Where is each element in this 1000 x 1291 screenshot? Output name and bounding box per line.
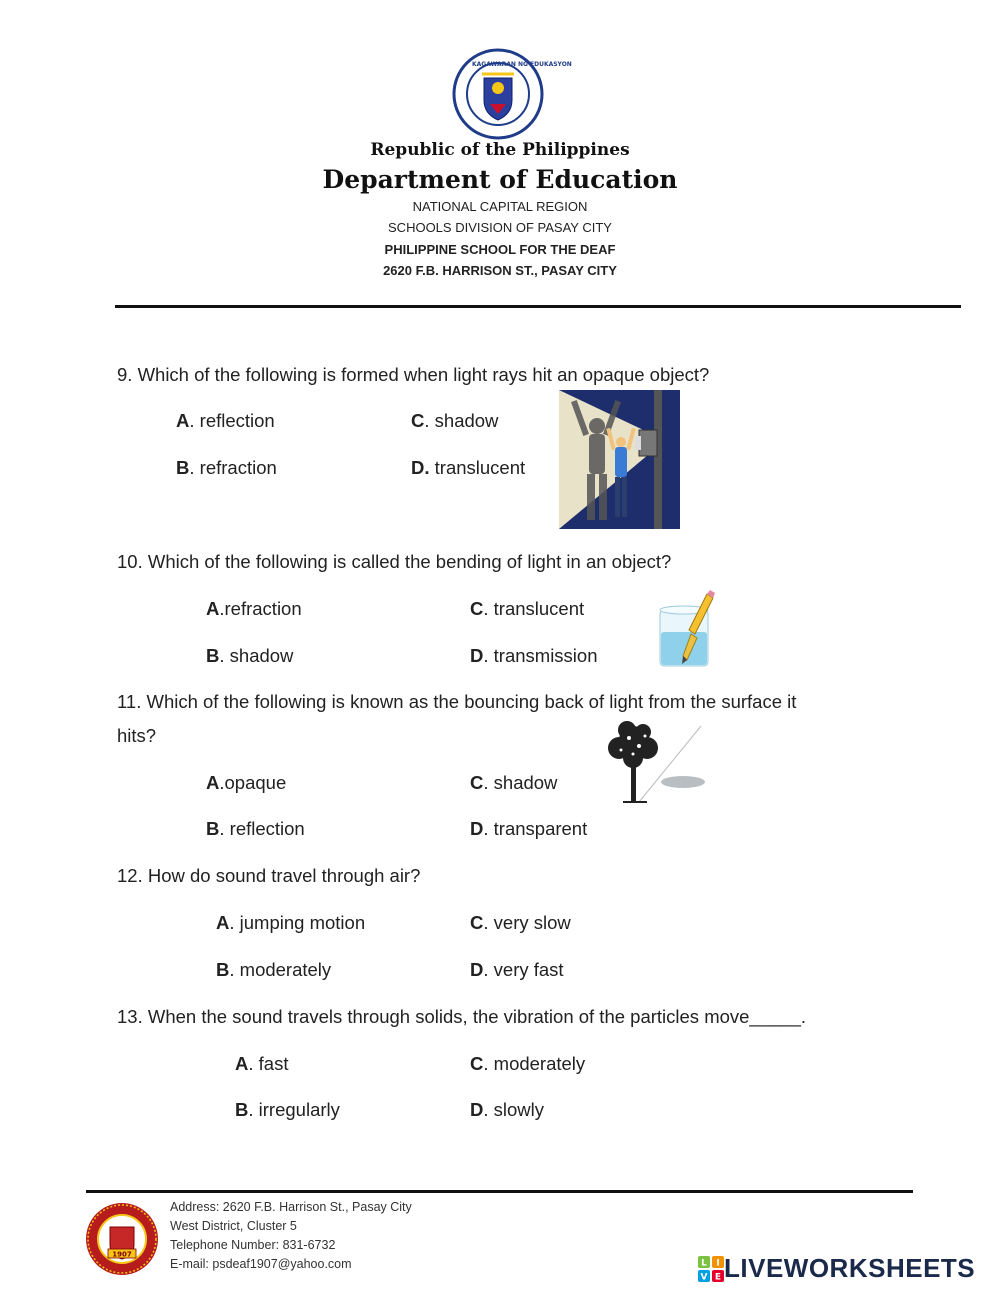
- q12-option-b[interactable]: B. moderately: [216, 959, 332, 980]
- liveworksheets-wordmark: LIVEWORKSHEETS: [724, 1253, 976, 1283]
- q9-option-c[interactable]: C. shadow: [411, 410, 499, 431]
- liveworksheets-logo-icon: [698, 1256, 724, 1282]
- school-line: PHILIPPINE SCHOOL FOR THE DEAF: [384, 242, 616, 257]
- footer-address: Address: 2620 F.B. Harrison St., Pasay City: [170, 1200, 412, 1214]
- q11-option-b[interactable]: B. reflection: [206, 818, 305, 839]
- q12-option-d[interactable]: D. very fast: [470, 959, 564, 980]
- footer-email[interactable]: E-mail: psdeaf1907@yahoo.com: [170, 1257, 352, 1271]
- q9-option-b[interactable]: B. refraction: [176, 457, 277, 478]
- svg-text:I: I: [716, 1258, 720, 1268]
- q10-option-d[interactable]: D. transmission: [470, 645, 598, 666]
- q13-option-c[interactable]: C. moderately: [470, 1053, 586, 1074]
- department-title: Department of Education: [322, 165, 678, 194]
- question-10: 10. Which of the following is called the bending of light in an object?: [117, 551, 672, 572]
- division-line: SCHOOLS DIVISION OF PASAY CITY: [388, 220, 612, 235]
- q13-option-d[interactable]: D. slowly: [470, 1099, 545, 1120]
- svg-text:L: L: [701, 1258, 707, 1268]
- svg-text:E: E: [714, 1272, 722, 1282]
- question-12: 12. How do sound travel through air?: [117, 865, 421, 886]
- q12-option-c[interactable]: C. very slow: [470, 912, 571, 933]
- school-logo: [84, 1201, 160, 1277]
- question-13: 13. When the sound travels through solids, the vibration of the particles move_____.: [117, 1006, 807, 1027]
- question-11-line-1: 11. Which of the following is known as the bouncing back of light from the surface it: [117, 691, 797, 712]
- svg-text:KAGAWARAN NG EDUKASYON: KAGAWARAN NG EDUKASYON: [472, 61, 572, 68]
- deped-seal: [452, 48, 572, 140]
- q11-option-d[interactable]: D. transparent: [470, 818, 588, 839]
- svg-text:V: V: [700, 1272, 708, 1282]
- q11-option-c[interactable]: C. shadow: [470, 772, 558, 793]
- q13-option-b[interactable]: B. irregularly: [235, 1099, 340, 1120]
- school-address-line: 2620 F.B. HARRISON ST., PASAY CITY: [383, 263, 617, 278]
- footer-district: West District, Cluster 5: [170, 1219, 297, 1233]
- q10-option-a[interactable]: A.refraction: [206, 598, 302, 619]
- shadow-illustration: [559, 390, 680, 529]
- footer-telephone: Telephone Number: 831-6732: [170, 1238, 336, 1252]
- q12-option-a[interactable]: A. jumping motion: [216, 912, 366, 933]
- question-9: 9. Which of the following is formed when light rays hit an opaque object?: [117, 364, 710, 385]
- q9-option-d[interactable]: D. translucent: [411, 457, 526, 478]
- q10-option-b[interactable]: B. shadow: [206, 645, 294, 666]
- question-11-line-2: hits?: [117, 725, 157, 746]
- liveworksheets-brand[interactable]: [698, 1253, 975, 1284]
- region-line: NATIONAL CAPITAL REGION: [412, 199, 588, 214]
- q11-option-a[interactable]: A.opaque: [206, 772, 287, 793]
- q13-option-a[interactable]: A. fast: [235, 1053, 289, 1074]
- svg-text:1907: 1907: [112, 1250, 132, 1259]
- q10-option-c[interactable]: C. translucent: [470, 598, 585, 619]
- header-divider: [115, 305, 961, 308]
- footer-divider: [86, 1190, 913, 1193]
- republic-line: Republic of the Philippines: [370, 140, 630, 160]
- pencil-in-water-illustration: [655, 590, 720, 670]
- q9-option-a[interactable]: A. reflection: [176, 410, 275, 431]
- tree-shadow-illustration: [603, 718, 708, 804]
